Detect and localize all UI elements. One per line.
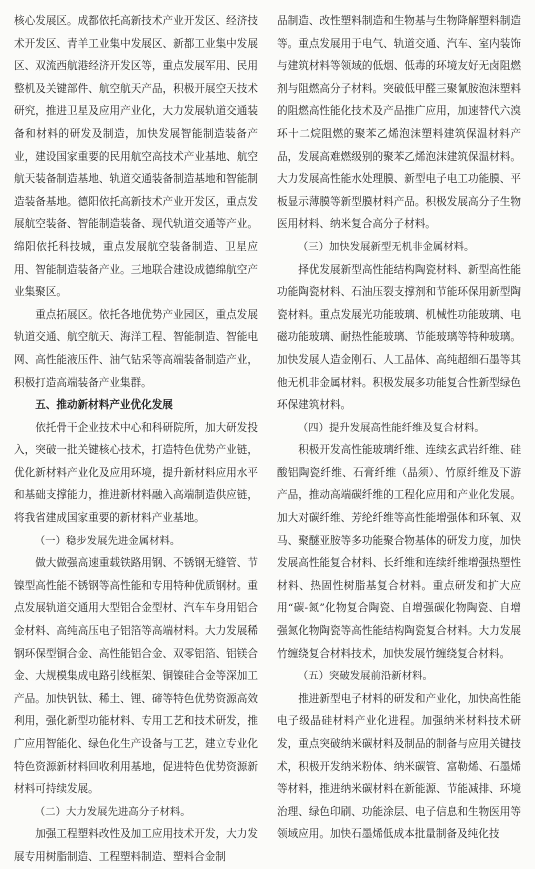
polymer-materials-paragraph: 加强工程塑料改性及加工应用技术开发，大力发展专用树脂制造、工程塑料制造、塑料合金制 <box>14 828 258 863</box>
subheading-polymer-materials: （二）大力发展先进高分子材料。 <box>34 805 191 818</box>
subheading-inorganic-materials: （三）加快发展新型无机非金属材料。 <box>297 240 475 253</box>
inorganic-materials-paragraph: 择优发展新型高性能结构陶瓷材料、新型高性能功能陶瓷材料、石油压裂支撑剂和节能环保用新型陶瓷材料。重点发展光功能玻璃、机械性功能玻璃、电磁功能玻璃、耐热性能玻璃、节能玻璃等特种玻璃。加快发展人造金刚石、人工晶体、高纯超细石墨等其他无机非金属材料。积极发展多功能复合性新型绿色环保建筑材料。 <box>277 263 521 412</box>
fiber-composites-paragraph: 积极开发高性能玻璃纤维、连续玄武岩纤维、硅酸铝陶瓷纤维、石膏纤维（晶须）、竹原纤维及下游产品，推动高端碳纤维的工程化应用和产业化发展。加大对碳纤维、芳纶纤维等高性能增强体和环氧、双马、聚醚亚胺等多功能聚合物基体的研发力度，加快发展高性能复合材料、长纤维和连续纤维增强热塑性材料、热固性树脂基复合材料。重点研发和扩大应用“碳-氮”化物复合陶瓷、自增强碳化物陶瓷、自增强氮化物陶瓷等高性能结构陶瓷复合材料。大力发展竹缠绕复合材料技术，加快发展竹缠绕复合材料。 <box>277 444 521 660</box>
subheading-frontier-materials: （五）突破发展前沿新材料。 <box>297 670 433 683</box>
metal-materials-paragraph: 做大做强高速重载铁路用钢、不锈钢无缝管、节镍型高性能不锈钢等高性能和专用特种优质钢材。重点发展轨道交通用大型铝合金型材、汽车车身用铝合金材料、高纯高压电子铝箔等高端材料。大力发展稀钢环保型铜合金、高性能铝合金、双零铝箔、铝镁合金、大规模集成电路引线框架、铜镍硅合金等深加工产品。加快钒钛、稀土、锂、碲等特色优势资源高效利用，强化新型功能材料、专用工艺和技术研发，推广应用智能化、绿色化生产设备与工艺，建立专业化特色资源新材料回收利用基地，促进特色优势资源新材料可持续发展。 <box>14 557 258 796</box>
section-heading-new-materials: 五、推动新材料产业优化发展 <box>35 399 173 412</box>
subheading-fiber-composites: （四）提升发展高性能纤维及复合材料。 <box>297 421 485 434</box>
core-development-zone-paragraph: 核心发展区。成都依托高新技术产业开发区、经济技术开发区、青羊工业集中发展区、新都工业集中发展区、双流西航港经济开发区等，重点发展军用、民用整机及关键部件、航空航天产品，积极开展空天技术研究，推进卫星及应用产业化，大力发展轨道交通装备和材料的研发及制造，加快发展智能制造装备产业，建设国家重要的民用航空高技术产业基地、航空航天装备制造基地、轨道交通装备制造基地和智能制造装备基地。德阳依托高新技术产业开发区，重点发展航空装备、智能制造装备、现代轨道交通等产业。绵阳依托科技城，重点发展航空装备制造、卫星应用、智能制造装备产业。三地联合建设成德绵航空产业集聚区。 <box>14 15 258 299</box>
expansion-zone-paragraph: 重点拓展区。依托各地优势产业园区，重点发展轨道交通、航空航天、海洋工程、智能制造、智能电网、高性能液压件、油气钻采等高端装备制造产业，积极打造高端装备产业集群。 <box>14 308 258 389</box>
right-column <box>277 10 521 846</box>
left-column <box>14 10 258 869</box>
frontier-materials-paragraph: 推进新型电子材料的研发和产业化，加快高性能电子级晶硅材料产业化进程。加强纳米材料技术研发，重点突破纳米碳材料及制品的制备与应用关键技术，积极开发纳米粉体、纳米碳管、富勒烯、石墨烯等材料，推进纳米碳材料在新能源、节能减排、环境治理、绿色印刷、功能涂层、电子信息和生物医用等领域应用。加快石墨烯低成本批量制备及纯化技 <box>277 692 521 841</box>
subheading-metal-materials: （一）稳步发展先进金属材料。 <box>34 534 181 547</box>
new-materials-intro-paragraph: 依托骨干企业技术中心和科研院所，加大研发投入，突破一批关键核心技术，打造特色优势产业链，优化新材料产业化及应用环境，提升新材料应用水平和基础支撑能力，推进新材料融入高端制造供应链，将我省建成国家重要的新材料产业基地。 <box>14 421 258 525</box>
polymer-materials-continued-paragraph: 品制造、改性塑料制造和生物基与生物降解塑料制造等。重点发展用于电气、轨道交通、汽车、室内装饰与建筑材料等领域的低烟、低毒的环境友好无卤阻燃剂与阻燃高分子材料。突破低甲醛三聚氰胺泡沫塑料的阻燃高性能化技术及产品推广应用，加速替代六溴环十二烷阻燃的聚苯乙烯泡沫塑料建筑保温材料产品，发展高难燃级别的聚苯乙烯泡沫建筑保温材料。大力发展高性能水处理膜、新型电子电工功能膜、平板显示薄膜等新型膜材料产品。积极发展高分子生物医用材料、纳米复合高分子材料。 <box>277 15 521 231</box>
